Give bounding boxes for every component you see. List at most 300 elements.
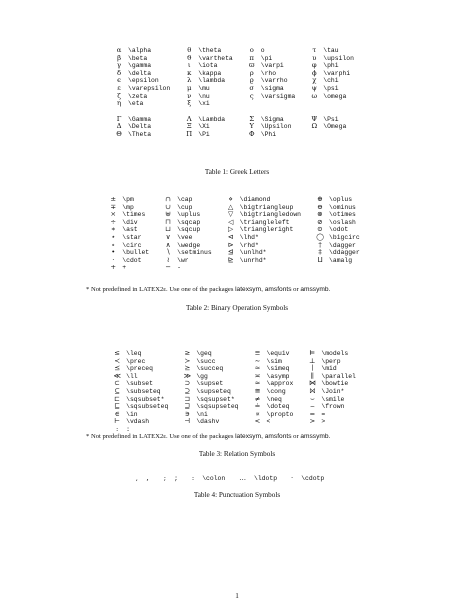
symbol-glyph: ⊑ xyxy=(114,402,120,411)
symbol-glyph: Σ xyxy=(249,114,255,123)
table-row xyxy=(108,365,366,373)
latex-command: \neq xyxy=(266,395,282,403)
latex-command: \equiv xyxy=(266,350,290,357)
symbol-glyph: ≈ xyxy=(254,379,261,388)
symbol-glyph: Π xyxy=(186,129,193,138)
symbol-glyph: ≤ xyxy=(114,349,120,357)
latex-command xyxy=(329,264,370,272)
symbol-glyph: ▽ xyxy=(228,210,234,219)
symbol-glyph: β xyxy=(117,53,122,62)
symbol-glyph: ≅ xyxy=(254,386,261,395)
latex-command: \oslash xyxy=(329,218,356,226)
latex-command: \div xyxy=(122,218,138,226)
latex-command: \subset xyxy=(126,380,153,388)
footnote-packages: latexsym, amsfonts xyxy=(235,433,292,440)
symbol-glyph: ⋄ xyxy=(228,195,233,203)
symbol-glyph: ϖ xyxy=(248,61,255,70)
latex-command: \circ xyxy=(122,241,142,249)
binary-operations-table xyxy=(104,196,369,272)
latex-command: \cong xyxy=(266,387,286,395)
footnote-or: or xyxy=(291,433,301,440)
latex-command: \subseteq xyxy=(126,387,161,395)
latex-command: \amalg xyxy=(329,256,353,264)
latex-command: \parallel xyxy=(321,372,356,380)
latex-command: \bullet xyxy=(122,249,150,257)
table-row xyxy=(108,396,366,404)
symbol-glyph: ≪ xyxy=(113,371,121,380)
table-row xyxy=(110,93,364,101)
table-row xyxy=(110,100,364,108)
latex-command: \frown xyxy=(321,403,345,411)
latex-command: < xyxy=(266,418,271,426)
symbol-glyph: ⊔ xyxy=(165,225,171,234)
symbol-glyph: Δ xyxy=(116,122,122,131)
spacer-cell xyxy=(110,108,364,116)
latex-command: \dagger xyxy=(329,241,356,249)
symbol-glyph: ⊳ xyxy=(227,240,234,249)
table-row xyxy=(110,70,364,78)
greek-letters-table-block xyxy=(0,47,474,139)
latex-command: \varsigma xyxy=(260,92,296,100)
latex-command: \geq xyxy=(196,350,212,357)
symbol-glyph: ν xyxy=(187,91,192,100)
symbol-glyph: − xyxy=(165,263,171,272)
symbol-glyph: ≺ xyxy=(114,356,120,365)
latex-command: \Pi xyxy=(198,130,210,138)
latex-command: \wedge xyxy=(177,241,201,249)
latex-command: \sigma xyxy=(260,84,284,92)
latex-command: \sim xyxy=(266,357,282,365)
symbol-glyph: × xyxy=(110,210,117,219)
symbol-glyph: ⊂ xyxy=(114,379,120,388)
relation-symbols-table-block xyxy=(0,350,474,434)
symbol-glyph xyxy=(243,100,261,108)
latex-command: \Lambda xyxy=(198,115,226,123)
greek-letters-table xyxy=(110,47,364,139)
symbol-glyph: > xyxy=(309,417,316,426)
greek-letters-caption: Table 1: Greek Letters xyxy=(204,168,270,176)
symbol-glyph: τ xyxy=(312,46,317,54)
symbol-glyph: + xyxy=(110,263,117,272)
latex-command: \times xyxy=(122,211,146,219)
symbol-glyph: ‡ xyxy=(318,248,322,257)
symbol-glyph: ξ xyxy=(187,99,192,108)
latex-command: \propto xyxy=(266,410,294,418)
table-row xyxy=(104,226,369,234)
symbol-glyph: ⋆ xyxy=(111,232,116,241)
table-row xyxy=(104,211,369,219)
latex-command: \unrhd* xyxy=(239,256,267,264)
symbol-glyph: Ψ xyxy=(311,114,318,123)
symbol-glyph: ε xyxy=(117,83,121,92)
latex-command: > xyxy=(321,418,326,426)
symbol-glyph: ▷ xyxy=(228,225,234,234)
relation-symbols-caption: Table 3: Relation Symbols xyxy=(198,450,276,458)
latex-command: \unlhd* xyxy=(239,249,267,257)
symbol-glyph: ⊴ xyxy=(227,248,234,257)
latex-command: \prec xyxy=(126,357,146,365)
symbol-glyph: ϕ xyxy=(311,68,317,77)
symbol-glyph: ∈ xyxy=(114,409,120,418)
symbol-glyph: ⊏ xyxy=(114,394,120,403)
symbol-glyph: ⊎ xyxy=(165,210,171,219)
table-row xyxy=(108,350,366,358)
latex-command: + xyxy=(122,264,127,272)
latex-command: \beta xyxy=(128,54,148,62)
table-row xyxy=(104,249,369,257)
latex-command: \ast xyxy=(122,226,138,234)
binary-footnote xyxy=(86,286,330,293)
latex-command: : xyxy=(126,425,130,433)
latex-command: \zeta xyxy=(128,92,148,100)
latex-command: \star xyxy=(122,233,142,241)
symbol-glyph: · xyxy=(112,255,115,264)
punctuation-symbols-row xyxy=(0,474,474,482)
latex-command: \asymp xyxy=(266,372,290,380)
latex-command: \varepsilon xyxy=(128,84,171,92)
symbol-glyph: ∖ xyxy=(165,248,171,257)
symbol-glyph: ⊖ xyxy=(317,202,323,211)
relation-footnote xyxy=(86,433,330,440)
table-row xyxy=(108,380,366,388)
latex-command: \doteq xyxy=(266,403,290,411)
latex-command: \in xyxy=(126,410,138,418)
table-row xyxy=(108,403,366,411)
latex-command: \cdot xyxy=(122,256,142,264)
symbol-glyph: ⨿ xyxy=(317,255,323,264)
symbol-glyph: ⊵ xyxy=(227,255,234,264)
latex-command: \Delta xyxy=(128,123,152,131)
footnote-or: or xyxy=(291,286,301,293)
latex-command: \ddagger xyxy=(329,249,360,257)
symbol-glyph: ψ xyxy=(311,83,317,92)
symbol-glyph xyxy=(305,100,323,108)
table-row xyxy=(108,411,366,419)
latex-command: \vee xyxy=(177,233,193,241)
symbol-glyph: ⪯ xyxy=(114,364,120,373)
symbol-glyph: φ xyxy=(311,61,317,70)
symbol-glyph: ⊣ xyxy=(184,417,191,426)
symbol-glyph: α xyxy=(116,46,122,54)
symbol-glyph: = xyxy=(309,409,316,418)
symbol-glyph: ∥ xyxy=(310,371,314,380)
latex-command: \upsilon xyxy=(323,54,354,62)
latex-command: \bowtie xyxy=(321,380,349,388)
symbol-glyph: Υ xyxy=(249,122,254,131)
symbol-glyph xyxy=(305,131,323,139)
latex-command: \Gamma xyxy=(128,115,152,123)
latex-command: = xyxy=(321,410,326,418)
symbol-glyph: • xyxy=(111,248,116,257)
latex-command: \varphi xyxy=(323,69,351,77)
symbol-glyph: ⊢ xyxy=(114,417,121,426)
symbol-glyph: λ xyxy=(187,76,192,85)
footnote-prefix: * Not predefined in LATEX2ε. Use one of the packages xyxy=(86,286,236,293)
latex-command: o xyxy=(260,47,265,54)
symbol-glyph: ⊥ xyxy=(309,356,316,365)
symbol-glyph: ⊘ xyxy=(317,217,323,226)
symbol-glyph: ∘ xyxy=(111,240,115,249)
symbol-glyph: ⊆ xyxy=(114,386,120,395)
symbol-glyph: ⊙ xyxy=(317,225,323,234)
latex-command: \sqsubset* xyxy=(126,395,165,403)
symbol-glyph: ∝ xyxy=(255,409,260,418)
latex-command: \supseteq xyxy=(196,387,231,395)
symbol-glyph: ∧ xyxy=(165,240,171,249)
latex-command: \lhd* xyxy=(239,233,259,241)
symbol-glyph: γ xyxy=(117,61,122,70)
footnote-package-last: amssymb xyxy=(300,433,329,440)
latex-command: \approx xyxy=(266,380,294,388)
latex-command xyxy=(261,100,306,108)
symbol-glyph: η xyxy=(117,99,122,108)
table-row xyxy=(110,85,364,93)
symbol-glyph: △ xyxy=(228,202,234,211)
symbol-glyph: ς xyxy=(249,91,254,100)
latex-command: \Join* xyxy=(321,387,345,395)
symbol-glyph: ι xyxy=(187,61,191,70)
latex-command: \succeq xyxy=(196,365,224,373)
symbol-glyph: ω xyxy=(311,91,318,100)
latex-command: \mp xyxy=(122,203,134,211)
latex-command: \cup xyxy=(177,203,193,211)
table-row xyxy=(104,219,369,227)
table-row xyxy=(108,388,366,396)
latex-command: \alpha xyxy=(128,47,152,54)
footnote-package-last: amssymb xyxy=(300,286,329,293)
symbol-glyph: Θ xyxy=(116,129,122,138)
latex-command: \bigtriangledown xyxy=(239,211,302,219)
symbol-glyph: ∼ xyxy=(254,356,261,365)
latex-command: \gg xyxy=(196,372,208,380)
symbol-glyph: ≃ xyxy=(254,364,261,373)
latex-command: \sqsupseteq xyxy=(196,403,239,411)
latex-command: \otimes xyxy=(329,211,356,219)
symbol-glyph: ⊐ xyxy=(184,394,191,403)
symbol-glyph: ⪰ xyxy=(184,364,191,373)
symbol-glyph: μ xyxy=(187,83,192,92)
table-row xyxy=(110,55,364,63)
symbol-glyph: ⊲ xyxy=(227,232,234,241)
latex-command: \mu xyxy=(198,84,210,92)
symbol-glyph: ≫ xyxy=(183,371,191,380)
latex-command: \wr xyxy=(177,256,189,264)
symbol-glyph: ◁ xyxy=(228,217,234,226)
latex-command: \leq xyxy=(126,350,142,357)
symbol-glyph: Ξ xyxy=(186,122,192,131)
relation-symbols-table xyxy=(108,350,366,434)
latex-command: \xi xyxy=(198,100,210,108)
latex-command: \vartheta xyxy=(198,54,233,62)
symbol-glyph: ≀ xyxy=(166,255,170,264)
table-row xyxy=(108,373,366,381)
latex-command: \bigcirc xyxy=(329,233,360,241)
latex-command: \iota xyxy=(198,62,218,70)
punctuation-command: \cdotp xyxy=(301,475,325,482)
symbol-glyph: † xyxy=(318,240,322,249)
latex-command: \Theta xyxy=(128,130,152,138)
symbol-glyph: ⊇ xyxy=(184,386,191,395)
latex-command: \Omega xyxy=(323,123,347,131)
symbol-glyph: ⊗ xyxy=(317,210,323,219)
symbol-glyph: ∗ xyxy=(110,225,116,234)
latex-command xyxy=(323,131,364,139)
symbol-glyph: Ω xyxy=(311,122,318,131)
table-row xyxy=(110,62,364,70)
footnote-prefix: * Not predefined in LATEX2ε. Use one of the packages xyxy=(86,433,236,440)
latex-command: \ni xyxy=(196,410,208,418)
latex-command: \ll xyxy=(126,372,138,380)
latex-command: \omega xyxy=(323,92,347,100)
footnote-end: . xyxy=(328,286,331,293)
symbol-glyph: Γ xyxy=(116,114,122,123)
binary-operations-table-block xyxy=(0,196,474,272)
row-spacer xyxy=(110,108,364,116)
symbol-glyph: π xyxy=(249,53,254,62)
symbol-glyph: ≻ xyxy=(184,356,191,365)
latex-command xyxy=(240,264,311,272)
footnote-end: . xyxy=(328,433,331,440)
latex-command: \Phi xyxy=(260,130,277,138)
symbol-glyph: ⊕ xyxy=(317,195,323,203)
punctuation-command: , xyxy=(145,475,150,482)
table-row xyxy=(110,77,364,85)
symbol-glyph: ⋈ xyxy=(308,379,316,388)
symbol-glyph: κ xyxy=(187,68,192,77)
latex-command: \Sigma xyxy=(260,115,284,123)
latex-command: \sqsubseteq xyxy=(126,403,169,411)
latex-command: \chi xyxy=(323,77,339,85)
table-row xyxy=(104,204,369,212)
symbol-glyph: υ xyxy=(312,53,317,62)
latex-command: \rhd* xyxy=(239,241,259,249)
symbol-glyph: o xyxy=(249,46,254,54)
punctuation-command: ; xyxy=(174,475,178,482)
symbol-glyph: ÷ xyxy=(110,217,117,226)
table-row xyxy=(104,234,369,242)
latex-command: \setminus xyxy=(177,249,212,257)
symbol-glyph: ∋ xyxy=(184,409,190,418)
symbol-glyph: ± xyxy=(110,195,117,203)
symbol-glyph: δ xyxy=(117,68,122,77)
latex-command: \sqcap xyxy=(177,218,201,226)
symbol-glyph: Λ xyxy=(186,114,192,123)
latex-command: \perp xyxy=(321,357,341,365)
symbol-glyph: ϵ xyxy=(117,76,121,85)
table-row xyxy=(110,47,364,55)
latex-command: \tau xyxy=(323,47,339,54)
binary-operations-caption: Table 2: Binary Operation Symbols xyxy=(185,304,289,312)
punctuation-symbols-caption: Table 4: Punctuation Symbols xyxy=(193,491,281,499)
latex-command: \smile xyxy=(321,395,345,403)
footnote-packages: latexsym, amsfonts xyxy=(235,286,292,293)
latex-command: \delta xyxy=(128,69,152,77)
symbol-glyph: ≍ xyxy=(254,371,261,380)
latex-command: \rho xyxy=(260,69,277,77)
latex-command: \varpi xyxy=(260,62,284,70)
table-row xyxy=(110,116,364,124)
latex-command: \Upsilon xyxy=(260,123,292,131)
table-row xyxy=(104,196,369,204)
symbol-glyph: ∪ xyxy=(165,202,171,211)
punctuation-glyph: … xyxy=(239,474,247,482)
latex-command: \preceq xyxy=(126,365,153,373)
latex-command: \varrho xyxy=(260,77,288,85)
symbol-glyph: ϑ xyxy=(186,53,192,62)
symbol-glyph: ∓ xyxy=(110,202,117,211)
latex-command: \sqcup xyxy=(177,226,201,234)
table-row xyxy=(104,257,369,265)
latex-command: \eta xyxy=(128,100,144,108)
symbol-glyph: σ xyxy=(249,83,255,92)
symbol-glyph: < xyxy=(254,417,261,426)
latex-command: \vdash xyxy=(126,418,150,426)
symbol-glyph: ⌢ xyxy=(310,402,315,411)
symbol-glyph: ∩ xyxy=(165,195,171,203)
punctuation-command: \colon xyxy=(202,475,226,482)
latex-command: \triangleright xyxy=(239,226,294,234)
table-row xyxy=(108,358,366,366)
symbol-glyph: ⊃ xyxy=(184,379,191,388)
punctuation-glyph: · xyxy=(291,474,294,482)
symbol-glyph: ⊨ xyxy=(309,349,316,357)
symbol-glyph: ⊓ xyxy=(165,217,171,226)
latex-command xyxy=(323,100,364,108)
latex-command: \phi xyxy=(323,62,339,70)
punctuation-glyph: : xyxy=(191,474,195,482)
latex-command: \lambda xyxy=(198,77,226,85)
latex-command: \epsilon xyxy=(128,77,159,85)
symbol-glyph: ∨ xyxy=(165,232,171,241)
latex-command: \dashv xyxy=(196,418,220,426)
symbol-glyph: Φ xyxy=(248,129,255,138)
latex-command: \uplus xyxy=(177,211,201,219)
latex-command: \sqsupset* xyxy=(196,395,235,403)
latex-command: \simeq xyxy=(266,365,290,373)
table-row xyxy=(110,131,364,139)
latex-command: \ominus xyxy=(329,203,356,211)
punctuation-command: \ldotp xyxy=(254,475,278,482)
table-row xyxy=(104,264,369,272)
page-number: 1 xyxy=(235,592,239,600)
latex-command: - xyxy=(177,264,181,272)
latex-command: \pm xyxy=(122,196,134,203)
latex-command: \mid xyxy=(321,365,337,373)
latex-command: \oplus xyxy=(329,196,353,203)
latex-command: \triangleleft xyxy=(239,218,290,226)
symbol-glyph: ≥ xyxy=(184,349,191,357)
symbol-glyph: ≐ xyxy=(254,402,261,411)
symbol-glyph: ≠ xyxy=(254,394,261,403)
table-row xyxy=(104,242,369,250)
symbol-glyph: ∣ xyxy=(311,364,314,373)
latex-command: \supset xyxy=(196,380,224,388)
symbol-glyph: ζ xyxy=(117,91,121,100)
latex-command: \diamond xyxy=(239,196,271,203)
latex-command: \pi xyxy=(260,54,273,62)
symbol-glyph: ⌣ xyxy=(310,394,315,403)
table-row xyxy=(110,123,364,131)
punctuation-glyph: , xyxy=(135,474,138,482)
symbol-glyph: ⊒ xyxy=(184,402,191,411)
symbol-glyph xyxy=(311,264,329,272)
latex-command: \odot xyxy=(329,226,349,234)
symbol-glyph: ≡ xyxy=(254,349,261,357)
latex-command: \succ xyxy=(196,357,216,365)
symbol-glyph: : xyxy=(115,424,119,433)
symbol-glyph: ϱ xyxy=(249,76,254,85)
punctuation-glyph: ; xyxy=(163,474,167,482)
